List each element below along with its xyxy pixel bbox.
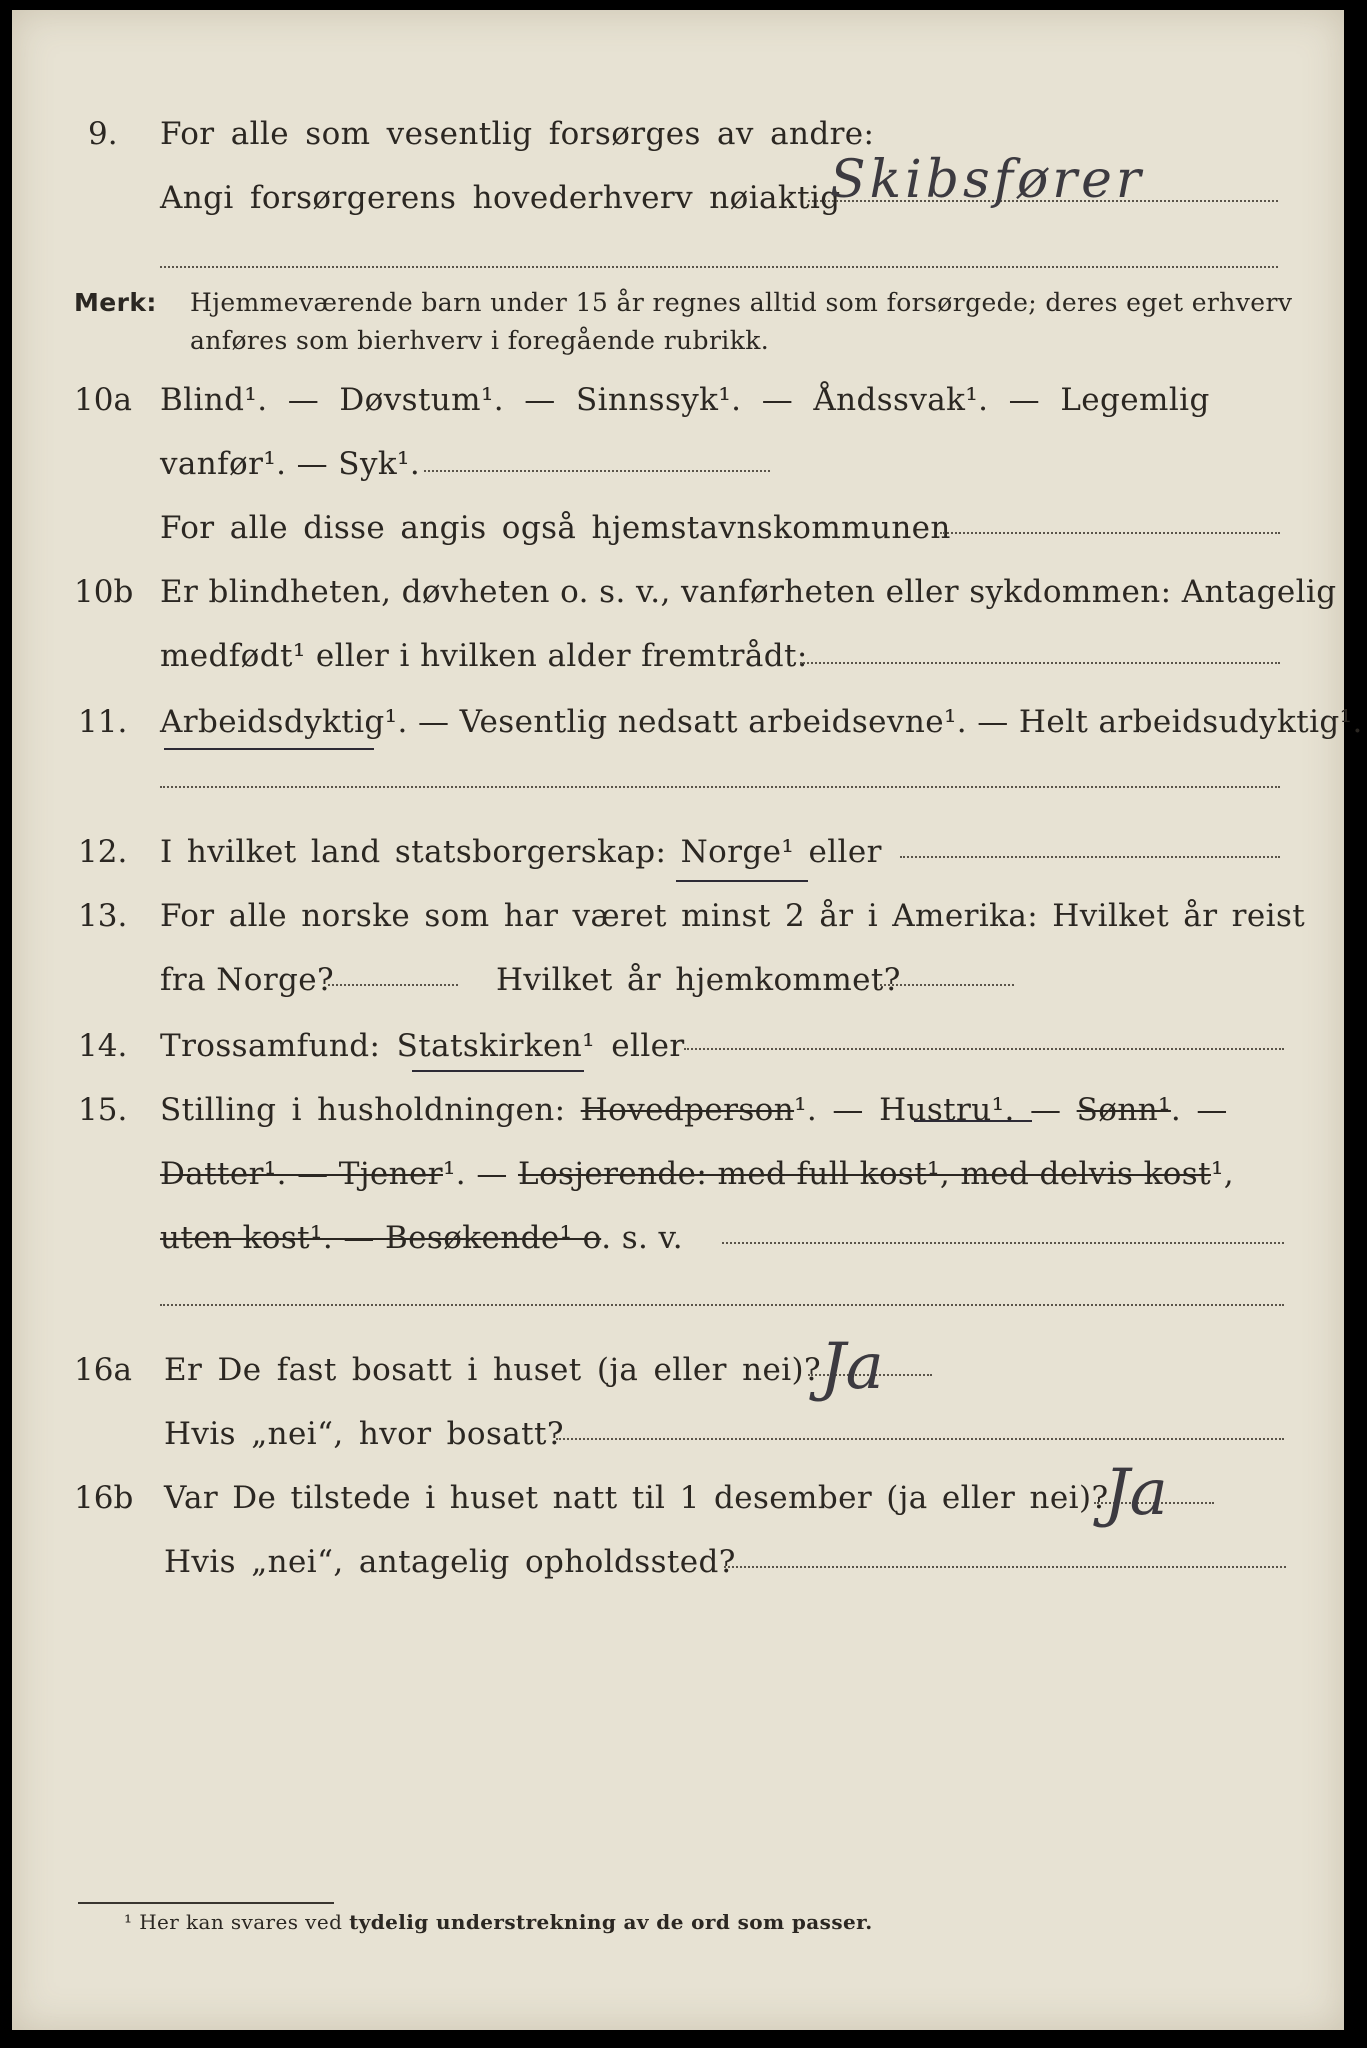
q10a-home-line	[940, 532, 1280, 534]
q10b-answer-line	[800, 662, 1280, 664]
q15-hovedperson-struck: Hovedperson	[580, 1092, 795, 1128]
q16a-number: 16a	[74, 1352, 132, 1388]
q15-sep5: ¹,	[1210, 1156, 1235, 1192]
q10b-line1: Er blindheten, døvheten o. s. v., vanførheten eller sykdommen: Antagelig	[160, 574, 1337, 610]
q10a-line2: vanfør¹. — Syk¹.	[160, 446, 421, 482]
q15-uten-kost-struck: uten kost¹. — Besøkende¹ o	[160, 1220, 602, 1256]
q16a-line1: Er De fast bosatt i huset (ja eller nei)?	[164, 1352, 822, 1388]
q15-line3	[160, 1220, 683, 1256]
q16b-opholdssted-line	[724, 1566, 1286, 1568]
q14-prefix: Trossamfund:	[160, 1028, 397, 1064]
q16a-handwritten-answer: Ja	[820, 1330, 884, 1404]
q15-osv: . s. v.	[601, 1220, 684, 1256]
q15-underline-mark	[914, 1120, 1032, 1122]
q12-answer-line	[900, 856, 1280, 858]
q15-option-hustru: Hustru¹.	[879, 1092, 1015, 1128]
q14-underline-mark	[412, 1070, 584, 1072]
merk-label: Merk:	[74, 288, 157, 317]
q9-handwritten-answer: Skibsfører	[830, 150, 1145, 210]
footnote-bold: tydelig understrekning av de ord som passer.	[349, 1910, 873, 1934]
q10a-line1: Blind¹. — Døvstum¹. — Sinnssyk¹. — Åndssvak¹. — Legemlig	[160, 382, 1210, 418]
q13-line2a: fra Norge?	[160, 962, 335, 998]
q9-number: 9.	[88, 116, 118, 152]
q11-rest: — Vesentlig nedsatt arbeidsevne¹. — Helt arbeidsudyktig¹.	[407, 704, 1363, 740]
merk-line1: Hjemmeværende barn under 15 år regnes alltid som forsørgede; deres eget erhverv	[190, 288, 1293, 317]
q13-hjemkommet-line	[880, 984, 1014, 986]
q9-line2: Angi forsørgerens hovederhverv nøiaktig	[160, 180, 841, 216]
q11-option-arbeidsdyktig: Arbeidsdyktig¹.	[160, 704, 408, 740]
q14-number: 14.	[78, 1028, 128, 1064]
q14-line	[160, 1028, 685, 1064]
q15-extra-line	[160, 1304, 1284, 1306]
q15-sep3: . —	[1170, 1092, 1228, 1128]
q16b-line2: Hvis „nei“, antagelig opholdssted?	[164, 1544, 736, 1580]
q13-number: 13.	[78, 898, 128, 934]
q16a-line2: Hvis „nei“, hvor bosatt?	[164, 1416, 564, 1452]
q12-number: 12.	[78, 834, 128, 870]
q16a-bosatt-line	[556, 1438, 1284, 1440]
q15-datter-tjener-struck: Datter¹. — Tjener	[160, 1156, 443, 1192]
q9-line1: For alle som vesentlig forsørges av andre:	[160, 116, 875, 152]
q12-prefix: I hvilket land statsborgerskap:	[160, 834, 681, 870]
q9-extra-line	[160, 266, 1278, 268]
q13-line2b: Hvilket år hjemkommet?	[496, 962, 901, 998]
q12-option-norge: Norge¹	[680, 834, 795, 870]
footnote-prefix: Her kan svares ved	[139, 1910, 350, 1934]
q13-line1: For alle norske som har været minst 2 år i Amerika: Hvilket år reist	[160, 898, 1306, 934]
footnote-rule	[78, 1902, 334, 1904]
q10a-answer-line	[424, 470, 770, 472]
q15-sonn-struck: Sønn¹	[1076, 1092, 1171, 1128]
q12-underline-mark	[676, 880, 808, 882]
q15-losjerende-struck: Losjerende: med full kost¹, med delvis kost	[517, 1156, 1211, 1192]
q13-reist-line	[328, 984, 458, 986]
q14-answer-line	[684, 1048, 1284, 1050]
footnote	[124, 1910, 873, 1934]
q11-line	[160, 704, 1363, 740]
merk-line2: anføres som bierhverv i foregående rubrikk.	[190, 326, 770, 355]
q15-number: 15.	[78, 1092, 128, 1128]
q12-suffix: eller	[794, 834, 882, 870]
q14-option-statskirken: Statskirken¹	[396, 1028, 595, 1064]
q15-line1	[160, 1092, 1228, 1128]
q15-sep1: ¹. —	[794, 1092, 880, 1128]
q15-line2	[160, 1156, 1234, 1192]
q12-line	[160, 834, 882, 870]
q10a-line3: For alle disse angis også hjemstavnskommunen	[160, 510, 951, 546]
q10b-line2: medfødt¹ eller i hvilken alder fremtrådt:	[160, 638, 808, 674]
q15-prefix: Stilling i husholdningen:	[160, 1092, 581, 1128]
q16b-handwritten-answer: Ja	[1104, 1456, 1168, 1530]
footnote-mark: ¹	[124, 1910, 133, 1934]
q14-suffix: eller	[595, 1028, 685, 1064]
q15-answer-line	[722, 1242, 1284, 1244]
q16b-number: 16b	[74, 1480, 134, 1516]
q15-sep2: —	[1014, 1092, 1077, 1128]
q11-underline-mark	[164, 748, 374, 750]
q10a-number: 10a	[74, 382, 132, 418]
q15-sep4: ¹. —	[442, 1156, 518, 1192]
q10b-number: 10b	[74, 574, 134, 610]
q16b-line1: Var De tilstede i huset natt til 1 desember (ja eller nei)?	[164, 1480, 1109, 1516]
q11-extra-line	[160, 786, 1280, 788]
q11-number: 11.	[78, 704, 128, 740]
